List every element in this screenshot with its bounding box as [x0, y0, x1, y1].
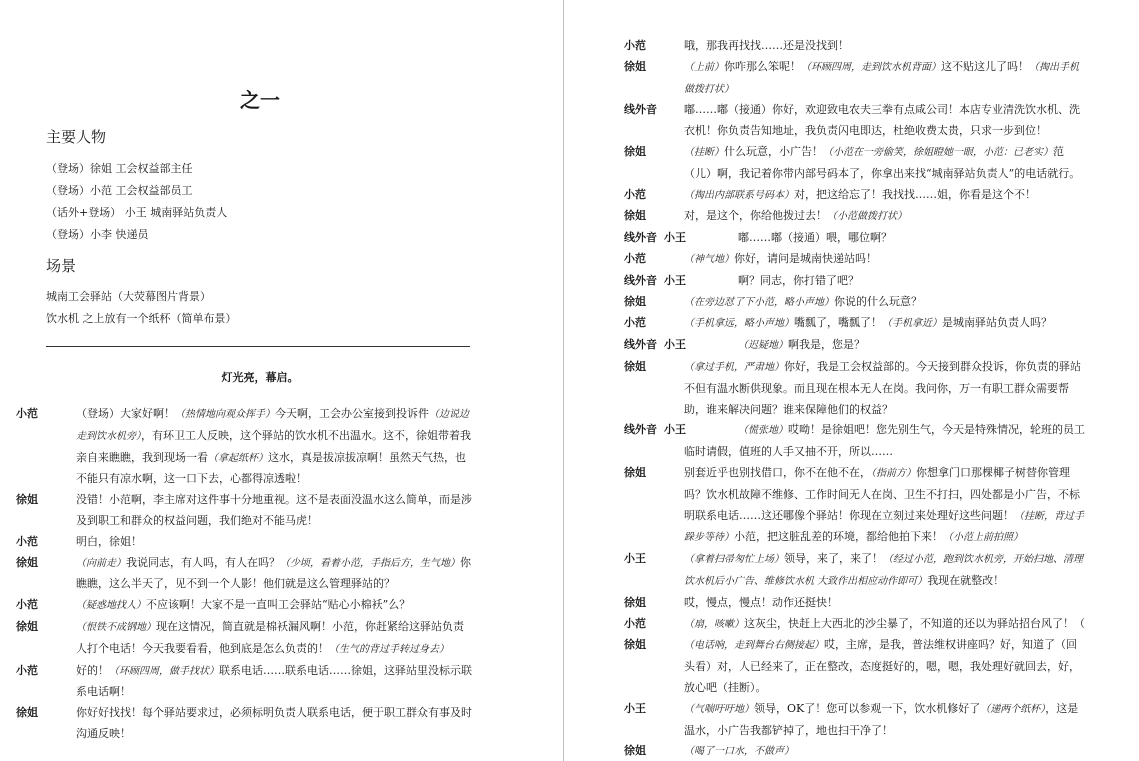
dialogue-line	[16, 661, 472, 704]
speaker-name: 小王	[664, 338, 686, 352]
dialogue-text: 明白，徐姐！	[76, 534, 142, 548]
stage-direction-text: （经过小范，跑到饮水机旁，开始扫地、清理饮水机后小广告、维修饮水机 大致作出相应动作即可）	[684, 554, 1083, 587]
right-page	[565, 0, 1139, 761]
speaker-name: 小范	[624, 251, 646, 265]
dialogue-text: 你好好找找！每个驿站要求过，必须标明负责人联系电话，便于职工群众有事及时沟通反映！	[76, 706, 472, 740]
stage-direction-text: （拿着扫帚匆忙上场）	[684, 554, 784, 566]
dialogue-line	[624, 420, 1086, 463]
stage-direction: 灯光亮，幕启。	[221, 371, 299, 384]
dialogue-text: （登场）	[76, 407, 120, 420]
stage-direction-text: （迟疑地）	[738, 340, 788, 352]
stage-direction-text: （小范在一旁偷笑，徐姐瞪她一眼，小范：已老实）	[823, 146, 1053, 158]
speaker-name: 小范	[624, 187, 646, 201]
stage-direction-text: （掏出手机做拨打状）	[684, 61, 1079, 95]
character-line: （话外+登场） 小王 城南驿站负责人	[46, 206, 228, 219]
stage-direction-text: （恨铁不成钢地）	[76, 621, 156, 633]
stage-direction-text: （手机拿近）	[882, 318, 942, 330]
dialogue-text: 哎，主席，是我，普法维权讲座吗？好，知道了（回头看）对，人已经来了，正在整改，态度挺好的，嗯，嗯，我处理好就回去，好，放心吧（挂断）。	[684, 638, 1080, 694]
speaker-name: 徐姐	[16, 619, 38, 633]
stage-direction-text: （生气的背过手转过身去）	[329, 643, 449, 655]
speaker-name: 徐姐	[624, 209, 646, 223]
stage-direction-text: （指前方）	[871, 467, 916, 479]
stage-direction-text: （神气地）	[684, 253, 734, 265]
dialogue-text: 联系电话……联系电话……徐姐，这驿站里没标示联系电话啊！	[76, 663, 472, 699]
characters-heading: 主要人物	[46, 128, 107, 146]
dialogue-text: 你瞧瞧，这么半天了，见不到一个人影！他们就是这么管理驿站的？	[76, 555, 471, 591]
dialogue-text: 这不贴这儿了吗！	[941, 59, 1029, 73]
stage-direction-text: （挂断）	[684, 146, 724, 158]
dialogue-text: 你好，我是工会权益部的。今天接到群众投诉，你负责的驿站不但有温水断供现象。而且现在根本无人在岗。我问你，万一有职工群众需要帮助，谁来解决问题？谁来保障他们的权益？	[684, 359, 1081, 416]
dialogue-text: 这水，真是拔凉拔凉啊！虽然天气热，也不能只有凉水啊，这一口下去，心都得凉透啦！	[76, 450, 466, 486]
stage-direction-text: （环顾四周，做手找状）	[109, 665, 219, 677]
dialogue-line	[16, 532, 472, 553]
speaker-name: 徐姐	[624, 638, 646, 652]
dialogue-line	[624, 228, 1086, 249]
dialogue-text: 现在这情况，简直就是棉袄漏风啊！小范，你赶紧给这驿站负责人打个电话！今天我要看看，他到底是怎么负责的！	[76, 619, 464, 655]
dialogue-text: ，有环卫工人反映，这个驿站的饮水机不出温水。这不，徐姐带着我亲自来瞧瞧，我到现场一看	[76, 428, 471, 464]
stage-direction-text: （拿过手机，严肃地）	[684, 361, 784, 373]
dialogue-line	[624, 271, 1086, 292]
speaker-name: 小范	[624, 616, 646, 630]
dialogue-text: 嘴瓢了，嘴瓢了！	[794, 316, 882, 330]
dialogue-line	[624, 36, 1086, 57]
dialogue-text: 领导，来了，来了！	[784, 552, 883, 566]
speaker-name: 小范	[16, 598, 38, 612]
stage-direction-text: （递两个纸杯）	[980, 703, 1046, 715]
speaker-name: 徐姐	[624, 465, 646, 479]
dialogue-text: 小范，把这脏乱差的环境，都给他拍下来！	[734, 530, 943, 544]
stage-direction-text: （拿起纸杯）	[208, 452, 268, 464]
dialogue-line	[624, 142, 1086, 185]
dialogue-text: 哎，慢点，慢点！动作还挺快！	[684, 595, 838, 609]
speaker-name: 小王	[624, 701, 646, 715]
speaker-name: 小王	[664, 423, 686, 437]
dialogue-line	[16, 595, 472, 617]
dialogue-line	[624, 614, 1086, 636]
speaker-name: 线外音	[624, 338, 657, 352]
speaker-name: 线外音	[624, 103, 657, 117]
dialogue-text: 嘟……嘟（接通）喂，哪位啊？	[738, 231, 892, 245]
dialogue-text: 别套近乎也别找借口，你不在他不在，	[684, 465, 871, 479]
dialogue-text: 你好，请问是城南快递站吗！	[734, 251, 877, 265]
stage-direction-text: （小范上前拍照）	[943, 532, 1023, 544]
speaker-name: 徐姐	[16, 493, 38, 507]
speaker-name: 徐姐	[16, 706, 38, 720]
character-line: （登场）小李 快递员	[46, 228, 149, 241]
speaker-name: 小范	[624, 316, 646, 330]
dialogue-text: 什么玩意，小广告！	[724, 144, 823, 158]
scene-heading: 场景	[46, 257, 77, 275]
dialogue-text: 领导，OK了！您可以参观一下，饮水机修好了	[754, 701, 981, 715]
stage-direction-text: （环顾四周，走到饮水机背面）	[801, 61, 941, 73]
dialogue-text: 没错！小范啊，李主席对这件事十分地重视。这不是表面没温水这么简单，而是涉及到职工和群众的权益问题，我们绝对不能马虎！	[76, 493, 472, 527]
dialogue-text: 不应该啊！大家不是一直叫工会驿站“贴心小棉袄”么？	[146, 598, 411, 612]
stage-direction-text: （手机拿远，略小声地）	[684, 318, 794, 330]
dialogue-line	[624, 185, 1086, 207]
dialogue-line	[624, 100, 1086, 142]
dialogue-text: 嘟……嘟（接通）你好，欢迎致电农夫三拳有点咸公司！本店专业清洗饮水机、洗衣机！你负责告知地址，我负责闪电即达，杜绝收费太贵，只求一步到位！	[684, 103, 1080, 138]
speaker-name: 小范	[16, 663, 38, 677]
speaker-name: 小范	[16, 534, 38, 548]
dialogue-line	[624, 57, 1086, 101]
dialogue-text: ，这是温水，小广告我都铲掉了，地也扫干净了！	[684, 701, 1079, 737]
left-dialogue	[16, 404, 472, 745]
speaker-name: 徐姐	[624, 359, 646, 373]
stage-direction-text: （小范做拨打状）	[827, 211, 907, 223]
speaker-name: 小王	[624, 552, 646, 566]
speaker-name: 徐姐	[16, 555, 38, 569]
dialogue-text: 是城南驿站负责人吗？	[942, 316, 1052, 330]
stage-direction-text: （掏出内部联系号码本）	[684, 189, 794, 201]
divider-rule	[46, 346, 470, 347]
dialogue-text: 你咋那么笨呢！	[724, 59, 801, 73]
dialogue-line	[624, 313, 1086, 335]
dialogue-text: 范（儿）啊，我记着你带内部号码本了，你拿出来找“城南驿站负责人”的电话就行。	[684, 144, 1081, 180]
speaker-name: 小王	[664, 273, 686, 287]
dialogue-line	[624, 335, 1086, 357]
left-page	[0, 0, 564, 761]
stage-direction-text: （在旁边怼了下小范，略小声地）	[684, 296, 834, 308]
dialogue-line	[624, 463, 1086, 549]
dialogue-line	[16, 703, 472, 745]
dialogue-line	[624, 741, 1086, 761]
dialogue-line	[16, 553, 472, 596]
dialogue-line	[624, 206, 1086, 228]
right-dialogue	[624, 36, 1086, 761]
speaker-name: 线外音	[624, 423, 657, 437]
scene-line: 饮水机 之上放有一个纸杯（简单布景）	[46, 312, 237, 325]
speaker-name: 徐姐	[624, 595, 646, 609]
dialogue-line	[624, 593, 1086, 614]
page-divider	[563, 0, 564, 761]
dialogue-text: 哎呦！是徐姐吧！您先别生气，今天是特殊情况，轮班的员工临时请假，值班的人手又抽不开，所以……	[684, 423, 1085, 459]
dialogue-text: 我现在就整改！	[927, 573, 1005, 587]
stage-direction-text: （慌张地）	[738, 425, 788, 437]
scene-line: 城南工会驿站（大荧幕图片背景）	[46, 290, 211, 303]
stage-direction-text: （电话响，走到舞台右侧接起）	[684, 640, 824, 652]
character-line: （登场）徐姐 工会权益部主任	[46, 162, 193, 175]
stage-direction-text: （疑惑地找人）	[76, 600, 146, 612]
dialogue-text: 你说的什么玩意？	[834, 294, 922, 308]
stage-direction-text: （向前走）	[76, 557, 126, 569]
dialogue-text: 哦，那我再找找……还是没找到！	[684, 39, 849, 52]
speaker-name: 小王	[664, 231, 686, 245]
dialogue-text: 啊我是，您是？	[788, 338, 865, 352]
dialogue-text: 好的！	[76, 663, 109, 677]
stage-direction-text: （扇，咳嗽）	[684, 618, 744, 630]
dialogue-line	[624, 635, 1086, 698]
dialogue-line	[16, 617, 472, 661]
dialogue-line	[16, 490, 472, 532]
dialogue-text: 这灰尘，快赶上大西北的沙尘暴了，不知道的还以为驿站招台风了！（	[744, 616, 1085, 630]
dialogue-line	[624, 549, 1086, 593]
stage-direction-text: （边说边走到饮水机旁）	[76, 409, 469, 442]
speaker-name: 小范	[624, 39, 646, 52]
speaker-name: 线外音	[624, 273, 657, 287]
dialogue-text: 大家好啊！	[120, 407, 175, 420]
speaker-name: 徐姐	[624, 59, 646, 73]
speaker-name: 线外音	[624, 231, 657, 245]
speaker-name: 徐姐	[624, 744, 646, 758]
stage-direction-text: （气喘吁吁地）	[684, 703, 754, 715]
stage-direction-text: （喝了一口水，不做声）	[684, 746, 794, 758]
dialogue-line	[624, 249, 1086, 271]
stage-direction-text: （少顷，看着小范，手指后方，生气地）	[280, 557, 460, 569]
dialogue-line	[16, 404, 472, 490]
speaker-name: 徐姐	[624, 144, 646, 158]
stage-direction-text: （上前）	[684, 61, 724, 73]
dialogue-line	[624, 292, 1086, 314]
speaker-name: 小范	[16, 407, 38, 420]
dialogue-text: 今天啊，工会办公室接到投诉件	[275, 407, 429, 420]
stage-direction-text: （挂断，背过手跺步等待）	[684, 510, 1084, 544]
dialogue-line	[624, 357, 1086, 420]
character-line: （登场）小范 工会权益部员工	[46, 184, 193, 197]
dialogue-text: 你想拿门口那棵椰子树替你管理吗？饮水机故障不维修、工作时间无人在岗、卫生不打扫，四处都是小广告，不标明联系电话……这还哪像个驿站！你现在立刻过来处理好这些问题！	[684, 465, 1080, 522]
speaker-name: 徐姐	[624, 294, 646, 308]
page-title: 之一	[240, 88, 280, 112]
dialogue-line	[624, 699, 1086, 742]
dialogue-text: 我说同志，有人吗，有人在吗？	[126, 555, 280, 569]
dialogue-text: 对，是这个，你给他拨过去！	[684, 209, 827, 223]
dialogue-text: 对，把这给忘了！我找找……姐，你看是这个不！	[794, 187, 1036, 201]
stage-direction-text: （热情地向观众挥手）	[175, 409, 275, 420]
dialogue-text: 啊？同志，你打错了吧？	[738, 273, 859, 287]
